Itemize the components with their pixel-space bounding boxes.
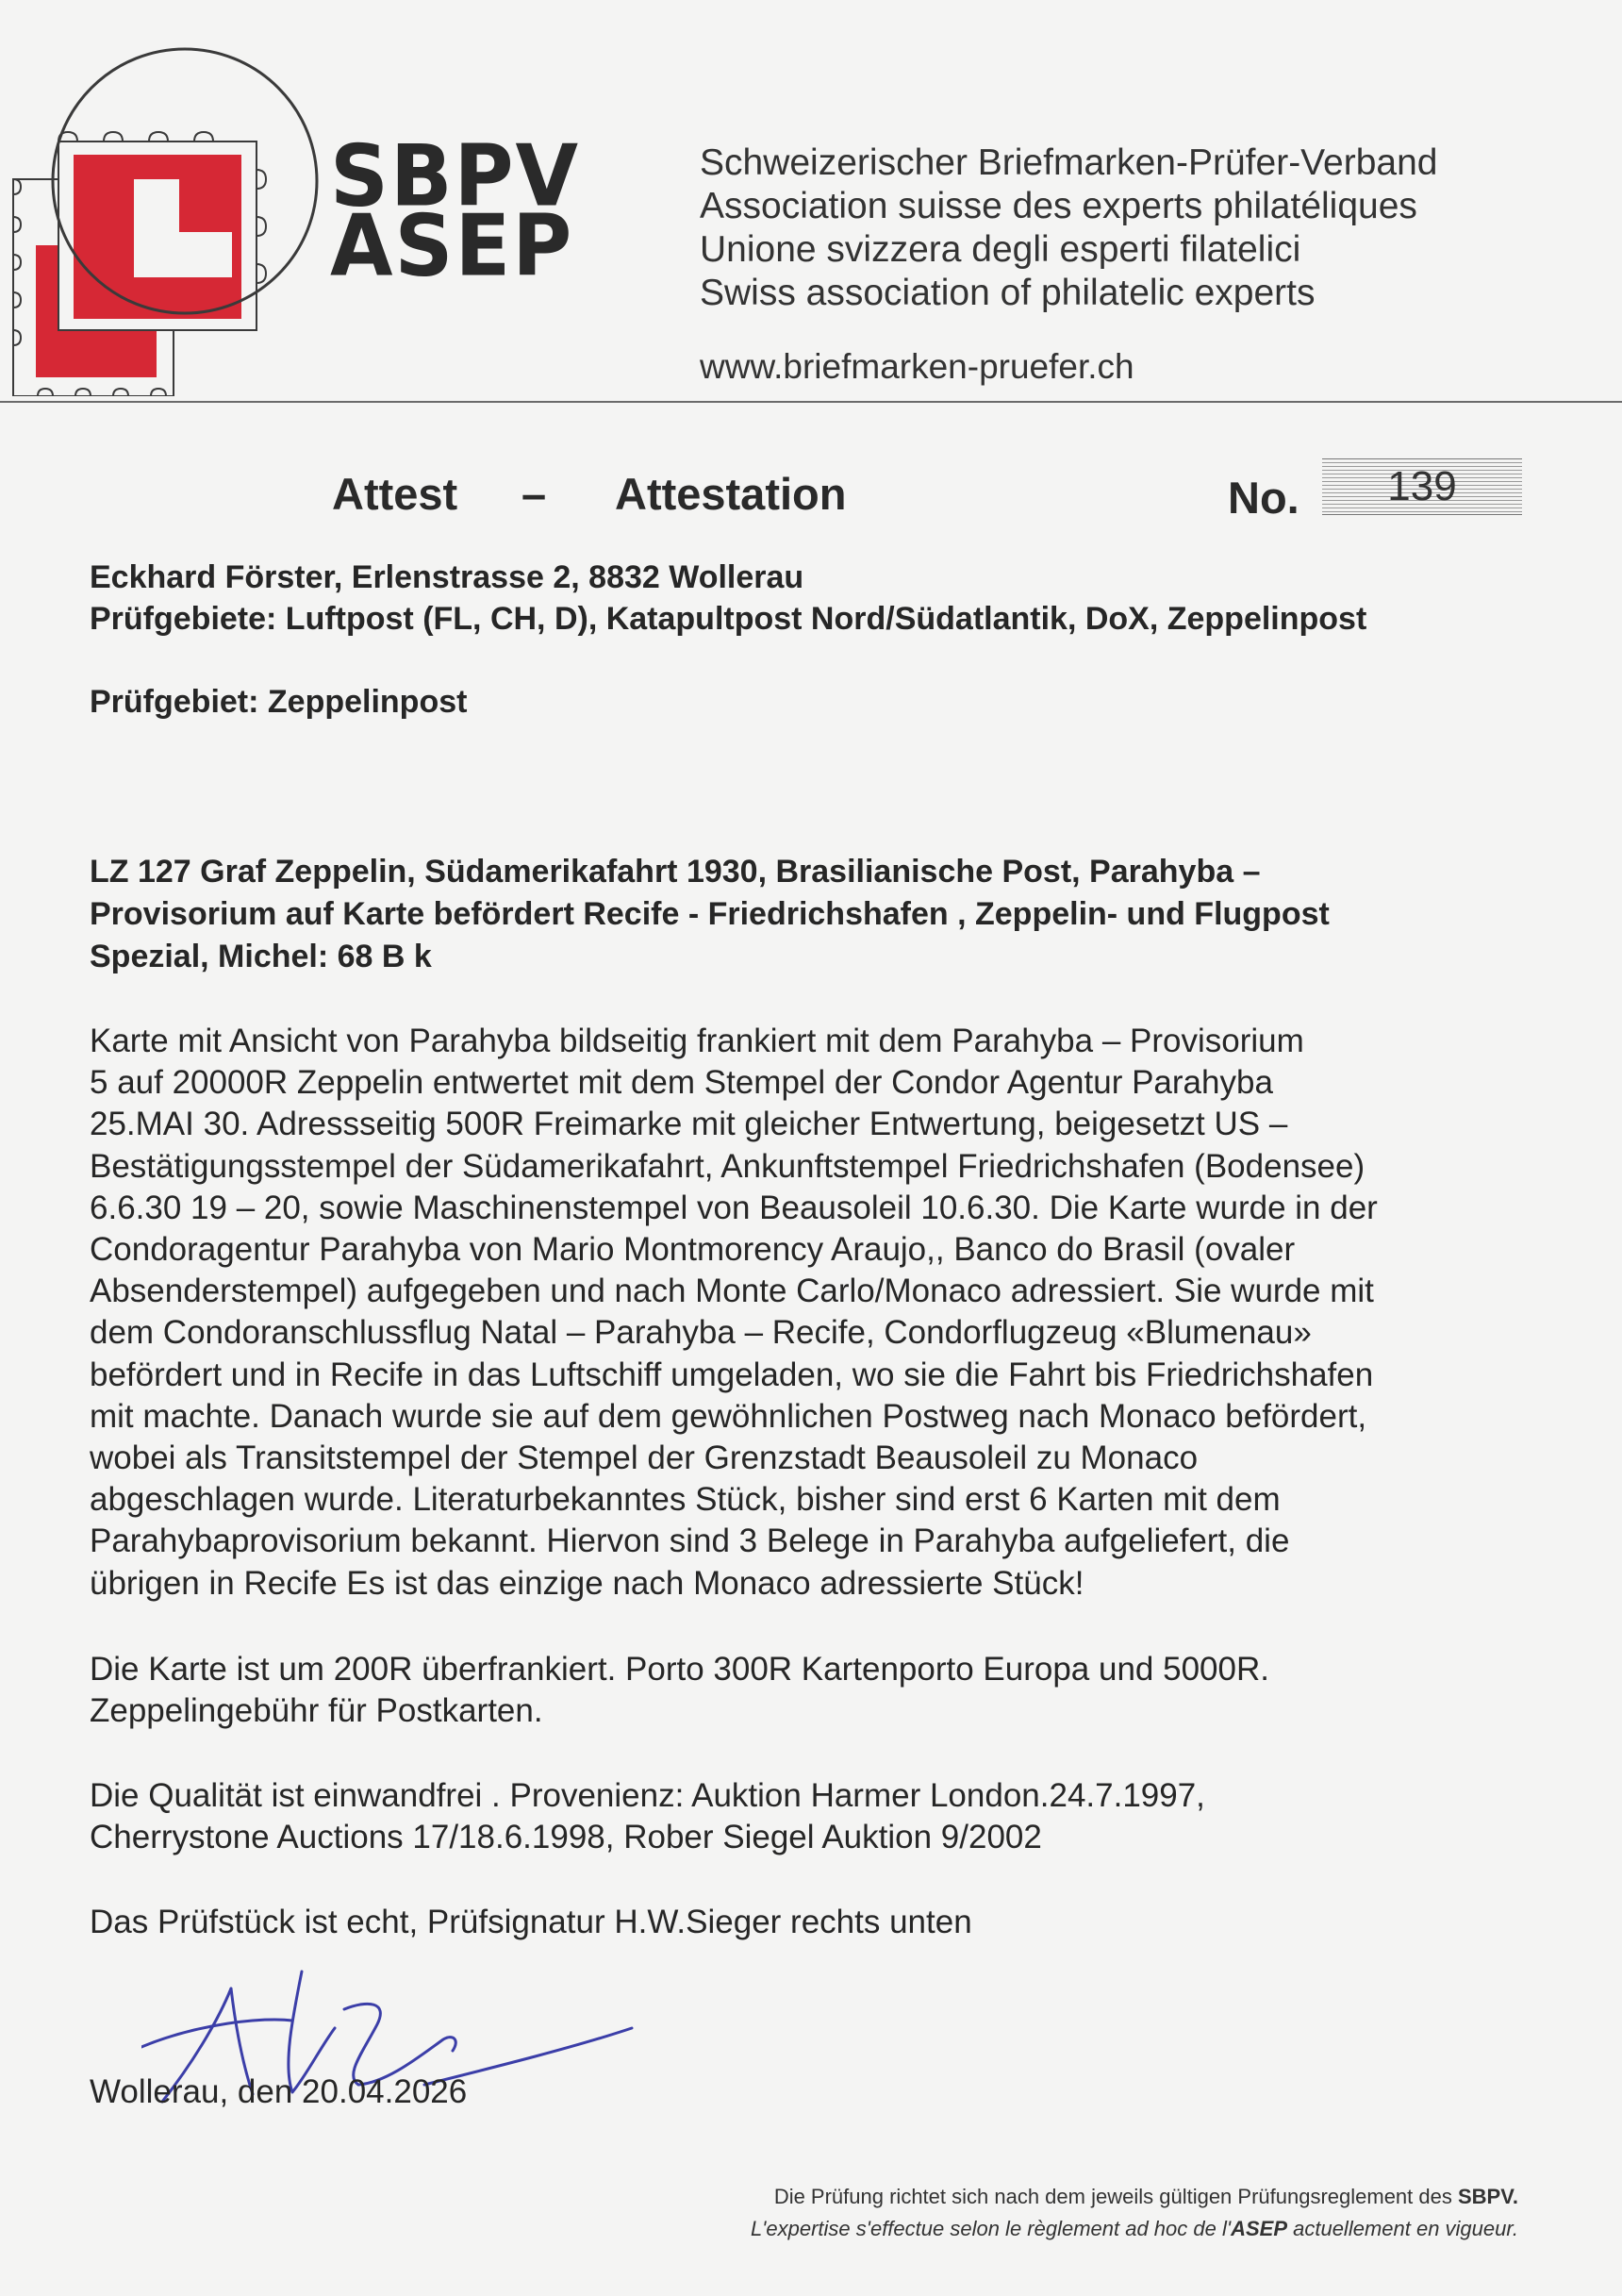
description-line: Bestätigungsstempel der Südamerikafahrt, Ankunftstempel Friedrichshafen (Bodensee) [90,1147,1365,1185]
brand-line-asep: ASEP [330,196,574,296]
description-line: 6.6.30 19 – 20, sowie Maschinenstempel von Beausoleil 10.6.30. Die Karte wurde in der [90,1189,1378,1226]
postage-line: Zeppelingebühr für Postkarten. [90,1692,543,1730]
association-name-de: Schweizerischer Briefmarken-Prüfer-Verband [700,142,1438,183]
description-line: wobei als Transitstempel der Stempel der Grenzstadt Beausoleil zu Monaco [90,1439,1199,1477]
footer-text-fr: L'expertise s'effectue selon le règlement ad hoc de l' [750,2217,1232,2240]
attest-number-field [1322,458,1522,515]
footer-text-fr-end: actuellement en vigueur. [1287,2217,1518,2240]
quality-line: Die Qualität ist einwandfrei . Provenienz: Auktion Harmer London.24.7.1997, [90,1777,1205,1814]
examiner-block [90,557,1366,640]
description-line: befördert und in Recife in das Luftschiff umgeladen, wo sie die Fahrt bis Friedrichshafen [90,1356,1374,1393]
subject-line: Spezial, Michel: 68 B k [90,939,432,974]
postage-line: Die Karte ist um 200R überfrankiert. Porto 300R Kartenporto Europa und 5000R. [90,1651,1269,1688]
examination-area: Prüfgebiet: Zeppelinpost [90,684,468,720]
description-line: Condoragentur Parahyba von Mario Montmorency Araujo,, Banco do Brasil (ovaler [90,1231,1296,1269]
subject-line: Provisorium auf Karte befördert Recife - Friedrichshafen , Zeppelin- und Flugpost [90,896,1330,932]
description-line: übrigen in Recife Es ist das einzige nach Monaco adressierte Stück! [90,1564,1084,1602]
description-line: Absenderstempel) aufgegeben und nach Monte Carlo/Monaco adressiert. Sie wurde mit [90,1273,1374,1310]
description-line: mit machte. Danach wurde sie auf dem gewöhnlichen Postweg nach Monaco befördert, [90,1397,1367,1435]
brand-line-sbpv: SBPV [330,126,581,226]
title-attestation: Attestation [615,469,847,519]
brand-wordmark [330,126,581,296]
logo-front-stamp [58,132,266,330]
website-link[interactable]: www.briefmarken-pruefer.ch [700,347,1134,386]
place-and-date: Wollerau, den 20.04.2026 [90,2073,468,2110]
subject-heading [90,851,1330,978]
footer-line-de [751,2181,1518,2213]
description-paragraph [90,1021,1378,1605]
genuine-statement: Das Prüfstück ist echt, Prüfsignatur H.W.Sieger rechts unten [90,1904,972,1940]
association-name-fr: Association suisse des experts philatéliques [700,186,1417,226]
quality-paragraph [90,1775,1205,1858]
title-dash: – [521,469,547,519]
footer-asep: ASEP [1231,2217,1287,2240]
title-attest: Attest [332,469,458,519]
subject-line: LZ 127 Graf Zeppelin, Südamerikafahrt 1930, Brasilianische Post, Parahyba – [90,854,1261,890]
description-line: abgeschlagen wurde. Literaturbekanntes Stück, bisher sind erst 6 Karten mit dem [90,1481,1281,1519]
description-line: Parahybaprovisorium bekannt. Hiervon sind 3 Belege in Parahyba aufgeliefert, die [90,1522,1290,1560]
association-name-en: Swiss association of philatelic experts [700,273,1316,313]
description-line: Karte mit Ansicht von Parahyba bildseitig frankiert mit dem Parahyba – Provisorium [90,1023,1304,1059]
examiner-areas: Prüfgebiete: Luftpost (FL, CH, D), Katapultpost Nord/Südatlantik, DoX, Zeppelinpost [90,601,1367,637]
quality-line: Cherrystone Auctions 17/18.6.1998, Rober Siegel Auktion 9/2002 [90,1819,1042,1856]
header-divider [0,401,1622,403]
attest-number-value: 139 [1387,463,1457,509]
number-label: No. [1228,473,1299,523]
postage-paragraph [90,1649,1269,1732]
footer-sbpv: SBPV. [1457,2185,1518,2208]
description-line: 25.MAI 30. Adressseitig 500R Freimarke mit gleicher Entwertung, beigesetzt US – [90,1106,1288,1143]
description-line: 5 auf 20000R Zeppelin entwertet mit dem Stempel der Condor Agentur Parahyba [90,1064,1273,1102]
footer-text-de: Die Prüfung richtet sich nach dem jeweils gültigen Prüfungsreglement des [773,2185,1458,2208]
association-names [700,141,1437,315]
examiner-address: Eckhard Förster, Erlenstrasse 2, 8832 Wollerau [90,559,804,595]
footer-line-fr [751,2213,1518,2245]
sbpv-stamp-logo [0,38,339,396]
description-line: dem Condoranschlussflug Natal – Parahyba – Recife, Condorflugzeug «Blumenau» [90,1314,1312,1352]
footer-note [751,2181,1518,2245]
association-name-it: Unione svizzera degli esperti filatelici [700,229,1301,270]
